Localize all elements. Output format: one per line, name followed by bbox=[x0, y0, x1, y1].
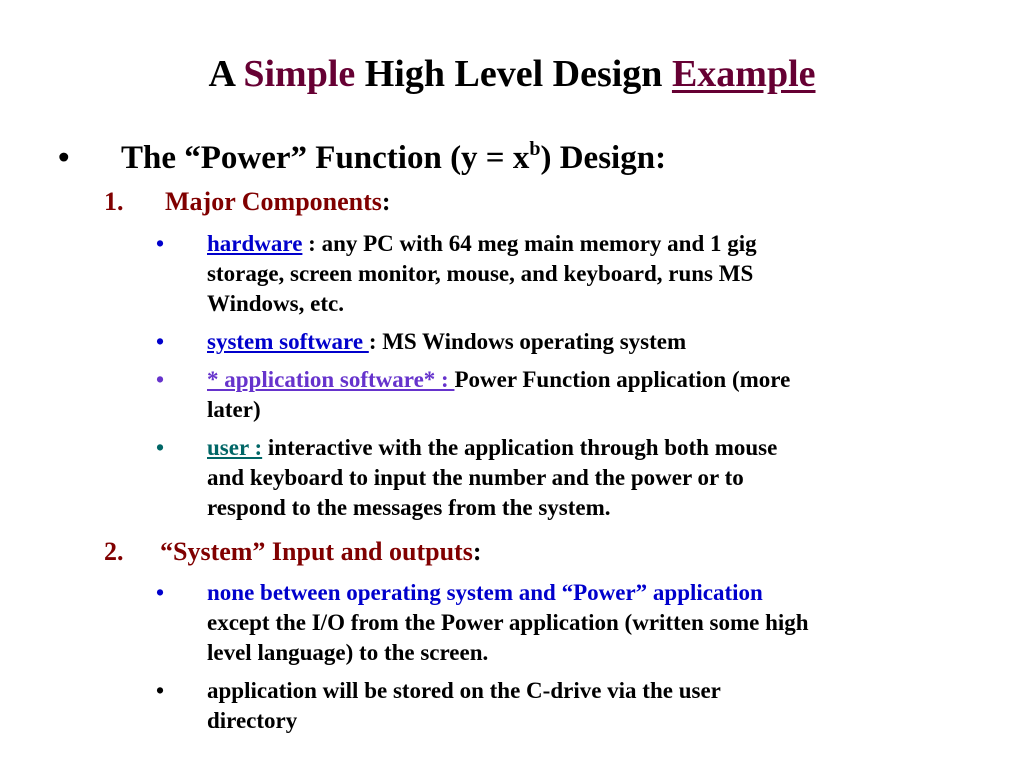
s2-item2-line1: application will be stored on the C-drive via the user bbox=[207, 678, 721, 703]
main-bullet-text-before: The “Power” Function (y = x bbox=[121, 140, 530, 176]
application-software-link[interactable]: * application software* : bbox=[207, 367, 455, 392]
s1-item1-line1 bbox=[207, 229, 757, 259]
title-middle: High Level Design bbox=[355, 53, 672, 95]
main-bullet-superscript: b bbox=[529, 138, 541, 160]
s1-item3-line1 bbox=[207, 365, 790, 395]
s1-item1-line3: Windows, etc. bbox=[207, 291, 344, 316]
system-software-link[interactable]: system software bbox=[207, 329, 369, 354]
section1-number: 1. bbox=[104, 187, 124, 216]
s1-item4-line1 bbox=[207, 433, 777, 463]
user-link[interactable]: user : bbox=[207, 435, 263, 460]
section2-heading-colon: : bbox=[472, 537, 482, 566]
section2-heading bbox=[160, 536, 482, 568]
title-simple-word: Simple bbox=[243, 53, 356, 95]
section1-heading-colon: : bbox=[381, 187, 391, 216]
s1-item3-marker: • bbox=[156, 367, 165, 392]
s1-item2-marker: • bbox=[156, 329, 165, 354]
title-example-word: Example bbox=[671, 53, 816, 95]
s1-item3-text1: Power Function application (more bbox=[454, 367, 791, 392]
section2-number: 2. bbox=[104, 537, 124, 566]
s1-item4-text1: interactive with the application through both mouse bbox=[262, 435, 778, 460]
s1-item2-line1 bbox=[207, 327, 686, 357]
s1-item3-line2: later) bbox=[207, 397, 261, 422]
section2-heading-text: “System” Input and outputs bbox=[160, 537, 473, 566]
section1-heading-text: Major Components bbox=[165, 187, 382, 216]
s1-item4-line2: and keyboard to input the number and the power or to bbox=[207, 465, 744, 490]
s1-item1-line2: storage, screen monitor, mouse, and keyboard, runs MS bbox=[207, 261, 754, 286]
s1-item2-text1: : MS Windows operating system bbox=[368, 329, 687, 354]
s2-item1-line2: except the I/O from the Power application (written some high bbox=[207, 610, 809, 635]
s1-item1-marker: • bbox=[156, 231, 165, 256]
s2-item1-marker: • bbox=[156, 580, 165, 605]
s1-item1-text1: : any PC with 64 meg main memory and 1 gig bbox=[302, 231, 757, 256]
s2-item1-line3: level language) to the screen. bbox=[207, 640, 489, 665]
section1-heading bbox=[165, 186, 391, 218]
title-prefix: A bbox=[208, 53, 244, 95]
s2-item1-line1: none between operating system and “Power” application bbox=[207, 580, 763, 605]
s1-item4-marker: • bbox=[156, 435, 165, 460]
main-bullet-text-after: ) Design: bbox=[540, 140, 667, 176]
s2-item2-line2: directory bbox=[207, 708, 298, 733]
s2-item2-marker: • bbox=[156, 678, 165, 703]
slide-title bbox=[0, 50, 1024, 98]
hardware-link[interactable]: hardware bbox=[207, 231, 303, 256]
main-bullet-text bbox=[121, 138, 666, 178]
main-bullet-marker: • bbox=[58, 140, 70, 176]
s1-item4-line3: respond to the messages from the system. bbox=[207, 495, 611, 520]
